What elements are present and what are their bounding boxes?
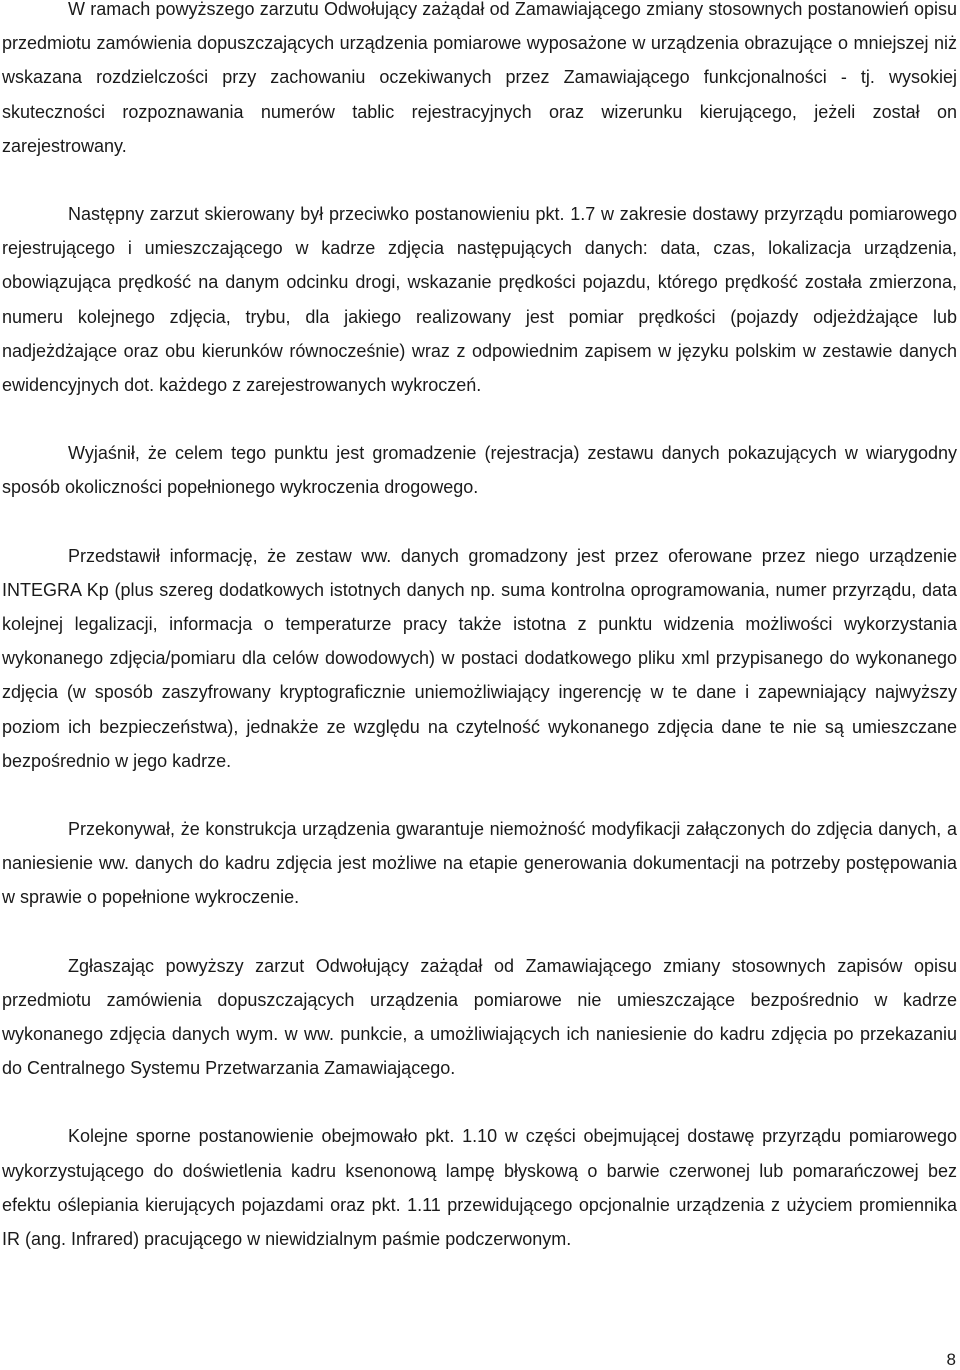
paragraph-5: Przekonywał, że konstrukcja urządzenia gwarantuje niemożność modyfikacji załączonych do zdjęcia danych, a naniesienie ww. danych do kadru zdjęcia jest możliwe na etapie generowania dokumentacji na potrzeby postępowania w sprawie o popełnione wykroczenie.	[2, 819, 957, 908]
page-number: 8	[946, 1350, 956, 1369]
paragraph-4: Przedstawił informację, że zestaw ww. danych gromadzony jest przez oferowane przez niego urządzenie INTEGRA Kp (plus szereg dodatkowych istotnych danych np. suma kontrolna oprogramowania, numer przyrządu, data kolejnej legalizacji, informacja o temperaturze pracy także istotna z punktu widzenia możliwości wykorzystania wykonanego zdjęcia/pomiaru dla celów dowodowych) w postaci dodatkowego pliku xml przypisanego do wykonanego zdjęcia (w sposób zaszyfrowany kryptograficznie uniemożliwiający ingerencję w te dane i zapewniający najwyższy poziom ich bezpieczeństwa), jednakże ze względu na czytelność wykonanego zdjęcia dane te nie są umieszczane bezpośrednio w jego kadrze.	[2, 545, 957, 771]
paragraph-6: Zgłaszając powyższy zarzut Odwołujący zażądał od Zamawiającego zmiany stosownych zapisów opisu przedmiotu zamówienia dopuszczających urządzenia pomiarowe nie umieszczające bezpośrednio w kadrze wykonanego zdjęcia danych wym. w ww. punkcie, a umożliwiających ich naniesienie do kadru zdjęcia po przekazaniu do Centralnego Systemu Przetwarzania Zamawiającego.	[2, 955, 957, 1079]
paragraph-1: W ramach powyższego zarzutu Odwołujący zażądał od Zamawiającego zmiany stosownych postanowień opisu przedmiotu zamówienia dopuszczających urządzenia pomiarowe wyposażone w urządzenia obrazujące o mniejszej niż wskazana rozdzielczości przy zachowaniu oczekiwanych przez Zamawiającego funkcjonalności - tj. wysokiej skuteczności rozpoznawania numerów tablic rejestracyjnych oraz wizerunku kierującego, jeżeli został on zarejestrowany.	[2, 0, 957, 156]
paragraph-3: Wyjaśnił, że celem tego punktu jest gromadzenie (rejestracja) zestawu danych pokazujących w wiarygodny sposób okoliczności popełnionego wykroczenia drogowego.	[2, 443, 957, 498]
document-body	[2, 0, 957, 1256]
paragraph-2: Następny zarzut skierowany był przeciwko postanowieniu pkt. 1.7 w zakresie dostawy przyrządu pomiarowego rejestrującego i umieszczającego w kadrze zdjęcia następujących danych: data, czas, lokalizacja urządzenia, obowiązująca prędkość na danym odcinku drogi, wskazanie prędkości pojazdu, którego prędkość została zmierzona, numeru kolejnego zdjęcia, trybu, dla jakiego realizowany jest pomiar prędkości (pojazdy odjeżdżające lub nadjeżdżające oraz obu kierunków równocześnie) wraz z odpowiednim zapisem w języku polskim w zestawie danych ewidencyjnych dot. każdego z zarejestrowanych wykroczeń.	[2, 204, 957, 396]
paragraph-7: Kolejne sporne postanowienie obejmowało pkt. 1.10 w części obejmującej dostawę przyrządu pomiarowego wykorzystującego do doświetlenia kadru ksenonową lampę błyskową o barwie czerwonej lub pomarańczowej bez efektu oślepiania kierujących pojazdami oraz pkt. 1.11 przewidującego opcjonalnie urządzenia z użyciem promiennika IR (ang. Infrared) pracującego w niewidzialnym paśmie podczerwonym.	[2, 1126, 957, 1250]
